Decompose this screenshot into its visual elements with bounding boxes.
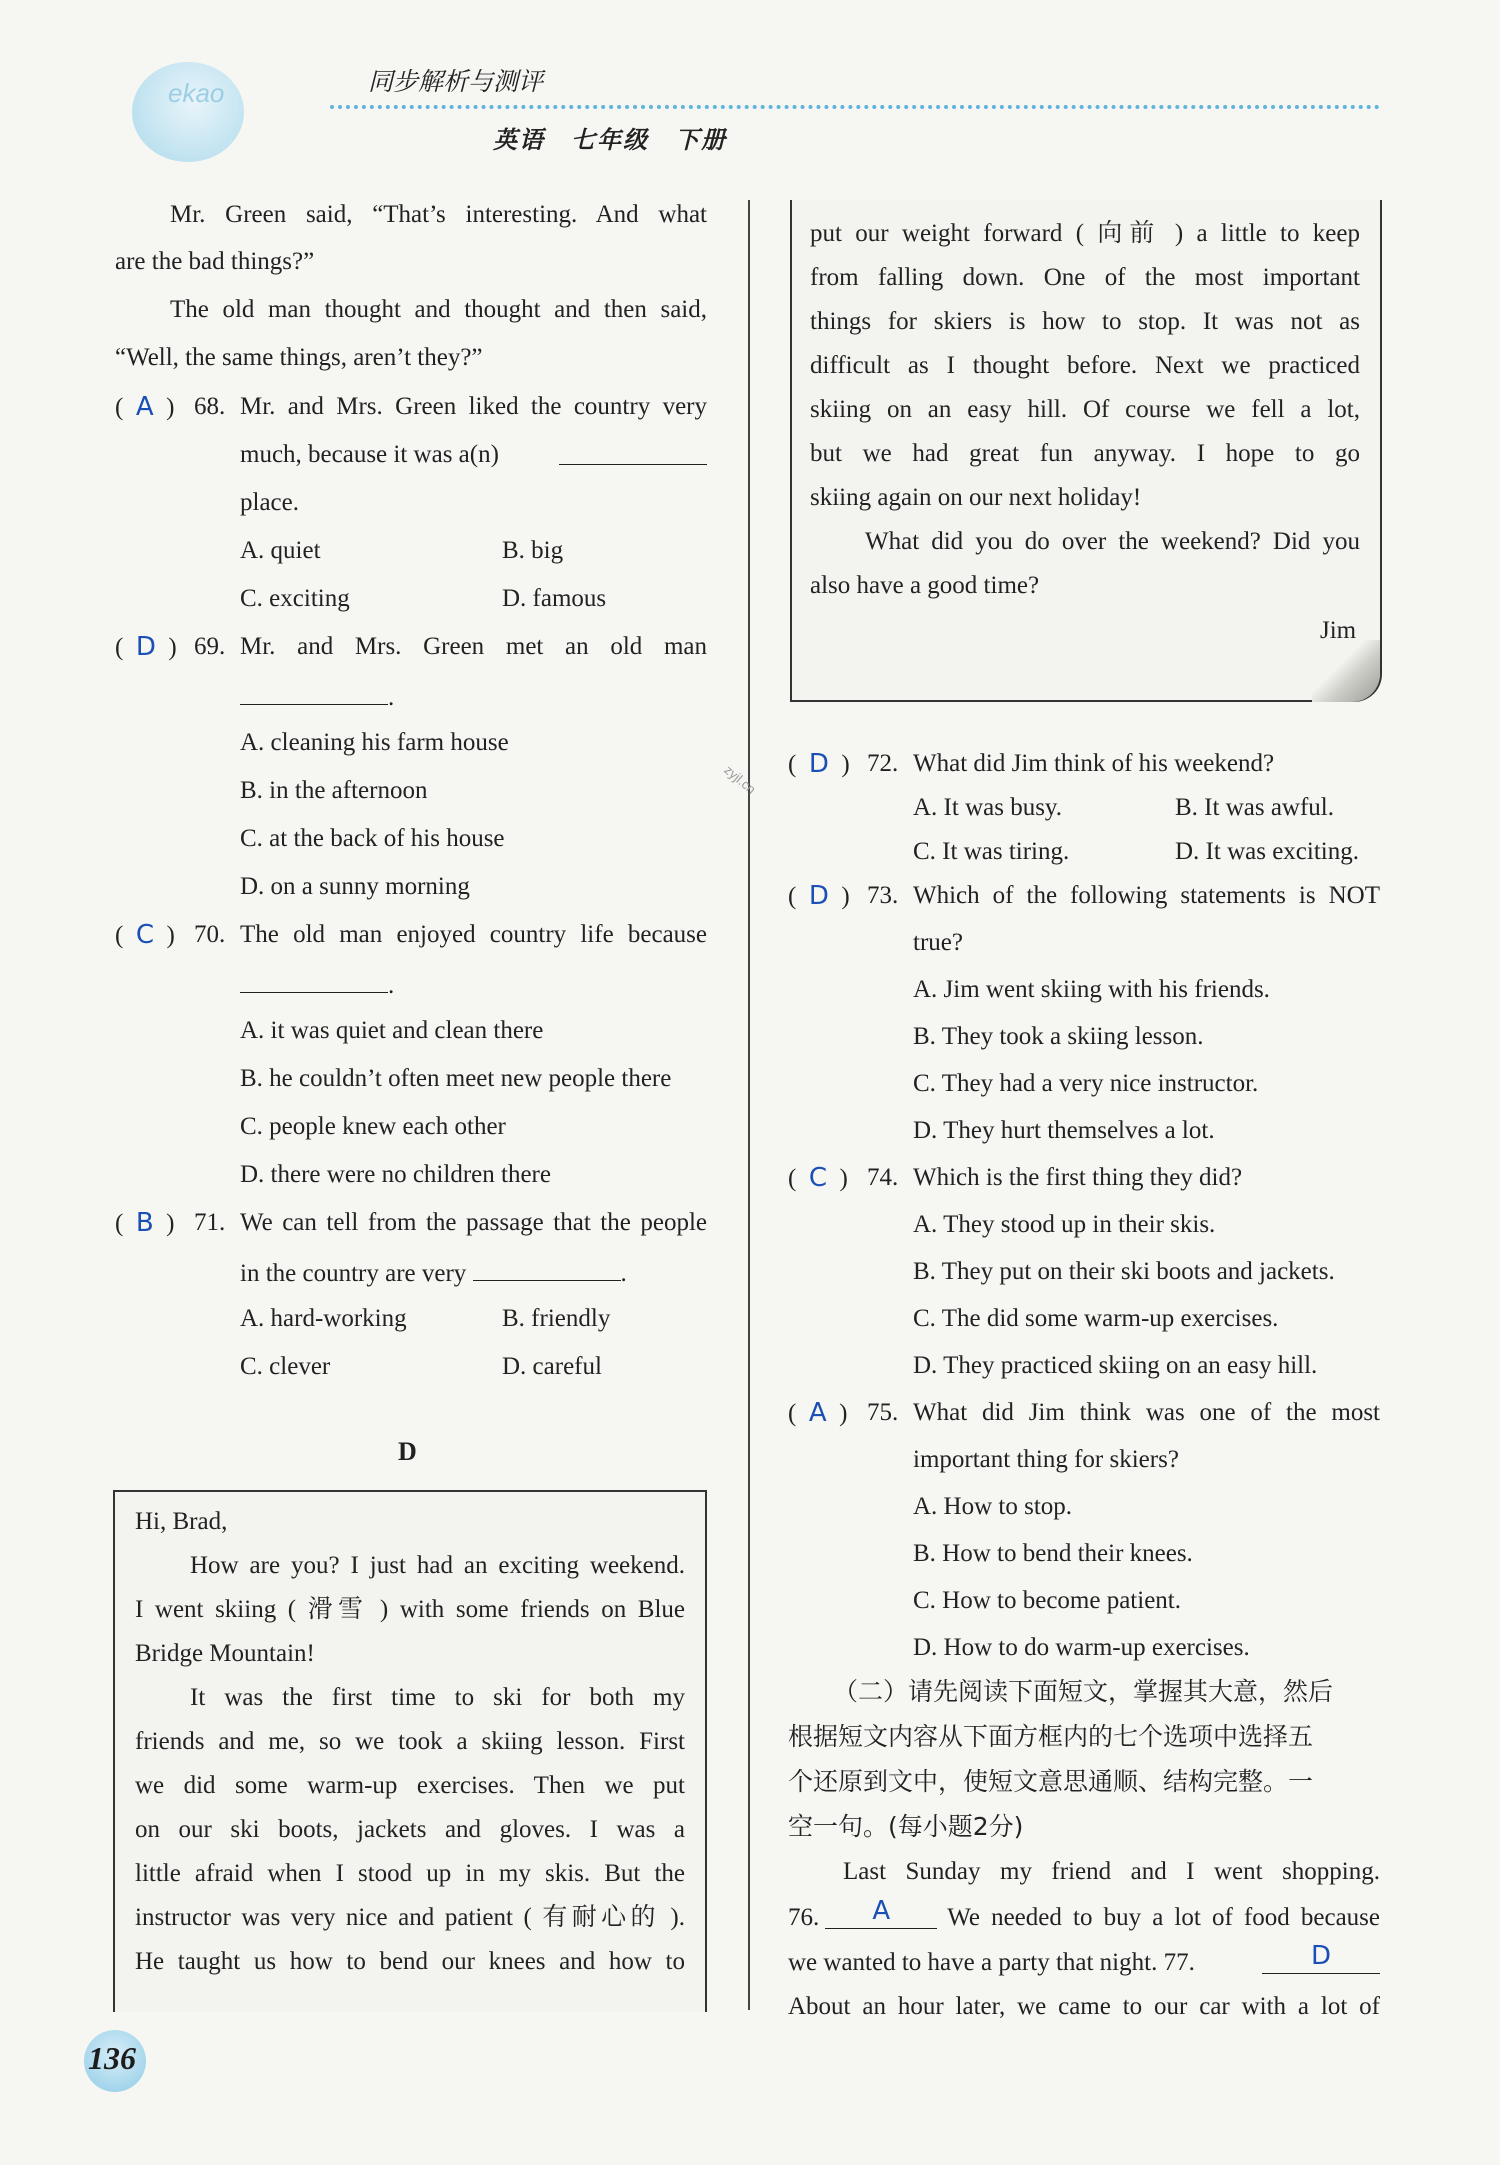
option: C. at the back of his house bbox=[240, 825, 505, 852]
answer-blank-77 bbox=[1262, 1941, 1380, 1974]
question-number: 68. bbox=[194, 393, 226, 420]
letter-line: on our ski boots, jackets and gloves. I was a bbox=[135, 1816, 685, 1843]
question-number: 72. bbox=[867, 750, 899, 777]
option: C. The did some warm-up exercises. bbox=[913, 1305, 1279, 1332]
answer-77: D bbox=[1310, 1941, 1332, 1971]
question-number: 70. bbox=[194, 921, 226, 948]
question-stem: Mr. and Mrs. Green liked the country very bbox=[240, 393, 707, 420]
question-number: 73. bbox=[867, 882, 899, 909]
option: D. there were no children there bbox=[240, 1161, 551, 1188]
letter-line: little afraid when I stood up in my skis. But the bbox=[135, 1860, 685, 1887]
option: C. It was tiring. bbox=[913, 838, 1070, 865]
letter-line: What did you do over the weekend? Did you bbox=[865, 528, 1360, 555]
passage-line: are the bad things?” bbox=[115, 248, 315, 275]
passage-line: Last Sunday my friend and I went shopping. bbox=[843, 1858, 1380, 1885]
option: D. How to do warm-up exercises. bbox=[913, 1634, 1250, 1661]
letter-line: we did some warm-up exercises. Then we put bbox=[135, 1772, 685, 1799]
instruction-line: 根据短文内容从下面方框内的七个选项中选择五 bbox=[788, 1722, 1314, 1751]
passage-line bbox=[788, 1941, 1380, 1978]
question-stem: The old man enjoyed country life because bbox=[240, 921, 707, 948]
option: D. on a sunny morning bbox=[240, 873, 470, 900]
passage-text: we wanted to have a party that night. 77. bbox=[788, 1949, 1195, 1976]
book-subtitle: 英语 七年级 下册 bbox=[493, 126, 727, 154]
letter-line: skiing again on our next holiday! bbox=[810, 484, 1142, 511]
letter-line: from falling down. One of the most important bbox=[810, 264, 1360, 291]
answer-74: C bbox=[808, 1163, 827, 1193]
question-72-bracket: ( D ) bbox=[788, 749, 850, 779]
question-stem: What did Jim think was one of the most bbox=[913, 1399, 1380, 1426]
option: C. They had a very nice instructor. bbox=[913, 1070, 1259, 1097]
letter-line: Bridge Mountain! bbox=[135, 1640, 315, 1667]
answer-71: B bbox=[135, 1208, 154, 1238]
question-stem: Mr. and Mrs. Green met an old man bbox=[240, 633, 707, 660]
question-stem bbox=[240, 440, 707, 470]
answer-69: D bbox=[135, 632, 156, 662]
option: A. cleaning his farm house bbox=[240, 729, 509, 756]
letter-line: skiing on an easy hill. Of course we fell a lot, bbox=[810, 396, 1360, 423]
option: C. How to become patient. bbox=[913, 1587, 1181, 1614]
question-74-bracket: ( C ) bbox=[788, 1163, 848, 1193]
letter-line: It was the first time to ski for both my bbox=[190, 1684, 685, 1711]
option: B. It was awful. bbox=[1175, 794, 1334, 821]
question-number: 71. bbox=[194, 1209, 226, 1236]
question-stem: . bbox=[240, 680, 394, 713]
passage-line: “Well, the same things, aren’t they?” bbox=[115, 344, 483, 371]
page-number: 136 bbox=[88, 2040, 136, 2076]
letter-line: instructor was very nice and patient ( 有耐心的 ). bbox=[135, 1904, 685, 1931]
passage-text: We needed to buy a lot of food because bbox=[947, 1904, 1380, 1931]
letter-line: also have a good time? bbox=[810, 572, 1040, 599]
option: A. hard-working bbox=[240, 1305, 407, 1332]
logo-text: ekao bbox=[168, 78, 225, 108]
logo-icon bbox=[132, 62, 244, 162]
option: B. They put on their ski boots and jackets. bbox=[913, 1258, 1335, 1285]
letter-line: things for skiers is how to stop. It was not as bbox=[810, 308, 1360, 335]
letter-line: friends and me, so we took a skiing lesson. First bbox=[135, 1728, 685, 1755]
watermark: zyjl.cn bbox=[721, 762, 759, 797]
question-75-bracket: ( A ) bbox=[788, 1398, 848, 1428]
option: B. friendly bbox=[502, 1305, 611, 1332]
option: C. exciting bbox=[240, 585, 350, 612]
letter-signature: Jim bbox=[1320, 617, 1357, 644]
stem-text: much, because it was a(n) bbox=[240, 441, 499, 468]
letter-line: How are you? I just had an exciting weekend. bbox=[190, 1552, 685, 1579]
letter-line: put our weight forward ( 向前 ) a little to keep bbox=[810, 220, 1360, 247]
option: D. It was exciting. bbox=[1175, 838, 1359, 865]
question-stem: Which of the following statements is NOT bbox=[913, 882, 1380, 909]
option: C. clever bbox=[240, 1353, 331, 1380]
letter-line: but we had great fun anyway. I hope to go bbox=[810, 440, 1360, 467]
option: D. careful bbox=[502, 1353, 602, 1380]
option: A. Jim went skiing with his friends. bbox=[913, 976, 1270, 1003]
option: D. famous bbox=[502, 585, 607, 612]
passage-line: The old man thought and thought and then said, bbox=[170, 296, 707, 323]
option: B. in the afternoon bbox=[240, 777, 428, 804]
option: B. They took a skiing lesson. bbox=[913, 1023, 1204, 1050]
passage-line bbox=[788, 1896, 1380, 1933]
question-stem: . bbox=[240, 968, 394, 1001]
option: D. They hurt themselves a lot. bbox=[913, 1117, 1215, 1144]
option: D. They practiced skiing on an easy hill. bbox=[913, 1352, 1318, 1379]
question-number: 75. bbox=[867, 1399, 899, 1426]
letter-line: I went skiing ( 滑雪 ) with some friends on Blue bbox=[135, 1596, 685, 1623]
option: A. it was quiet and clean there bbox=[240, 1017, 544, 1044]
letter-line: He taught us how to bend our knees and how to bbox=[135, 1948, 685, 1975]
stem-text: in the country are very bbox=[240, 1260, 467, 1287]
option: A. quiet bbox=[240, 537, 321, 564]
page-curl-decoration bbox=[1312, 640, 1380, 702]
answer-70: C bbox=[135, 920, 154, 950]
option: A. How to stop. bbox=[913, 1493, 1073, 1520]
question-70-bracket: ( C ) bbox=[115, 920, 175, 950]
answer-blank bbox=[559, 440, 707, 465]
book-title: 同步解析与测评 bbox=[368, 67, 544, 96]
question-69-bracket: ( D ) bbox=[115, 632, 177, 662]
instruction-line: 个还原到文中，使短文意思通顺、结构完整。一 bbox=[788, 1767, 1314, 1796]
answer-blank bbox=[240, 968, 388, 993]
instruction-line: 空一句。(每小题2分) bbox=[788, 1812, 1024, 1841]
option: C. people knew each other bbox=[240, 1113, 506, 1140]
header-divider bbox=[330, 105, 1380, 109]
column-divider bbox=[748, 200, 750, 2010]
question-stem: place. bbox=[240, 489, 299, 516]
answer-72: D bbox=[808, 749, 829, 779]
option: A. It was busy. bbox=[913, 794, 1063, 821]
question-stem: in the country are very . bbox=[240, 1256, 627, 1289]
question-stem: important thing for skiers? bbox=[913, 1446, 1179, 1473]
question-71-bracket: ( B ) bbox=[115, 1208, 175, 1238]
answer-blank-76 bbox=[825, 1896, 937, 1929]
instruction-line: （二）请先阅读下面短文，掌握其大意，然后 bbox=[833, 1677, 1334, 1706]
letter-greeting: Hi, Brad, bbox=[135, 1508, 228, 1535]
option: B. How to bend their knees. bbox=[913, 1540, 1193, 1567]
passage-line: Mr. Green said, “That’s interesting. And what bbox=[170, 201, 707, 228]
question-stem: We can tell from the passage that the people bbox=[240, 1209, 707, 1236]
section-label: D bbox=[398, 1437, 417, 1466]
question-stem: Which is the first thing they did? bbox=[913, 1164, 1243, 1191]
option: B. he couldn’t often meet new people there bbox=[240, 1065, 672, 1092]
passage-line: About an hour later, we came to our car with a lot of bbox=[788, 1993, 1380, 2020]
question-number: 69. bbox=[194, 633, 226, 660]
answer-75: A bbox=[808, 1398, 827, 1428]
option: B. big bbox=[502, 537, 564, 564]
question-stem: true? bbox=[913, 929, 963, 956]
answer-68: A bbox=[135, 392, 154, 422]
question-73-bracket: ( D ) bbox=[788, 881, 850, 911]
letter-line: difficult as I thought before. Next we practiced bbox=[810, 352, 1360, 379]
answer-76: A bbox=[872, 1896, 891, 1926]
answer-73: D bbox=[808, 881, 829, 911]
answer-blank bbox=[473, 1256, 621, 1281]
answer-blank bbox=[240, 680, 388, 705]
question-number: 74. bbox=[867, 1164, 899, 1191]
question-68-bracket: ( A ) bbox=[115, 392, 175, 422]
option: A. They stood up in their skis. bbox=[913, 1211, 1216, 1238]
blank-number: 76. bbox=[788, 1904, 820, 1931]
question-stem: What did Jim think of his weekend? bbox=[913, 750, 1275, 777]
